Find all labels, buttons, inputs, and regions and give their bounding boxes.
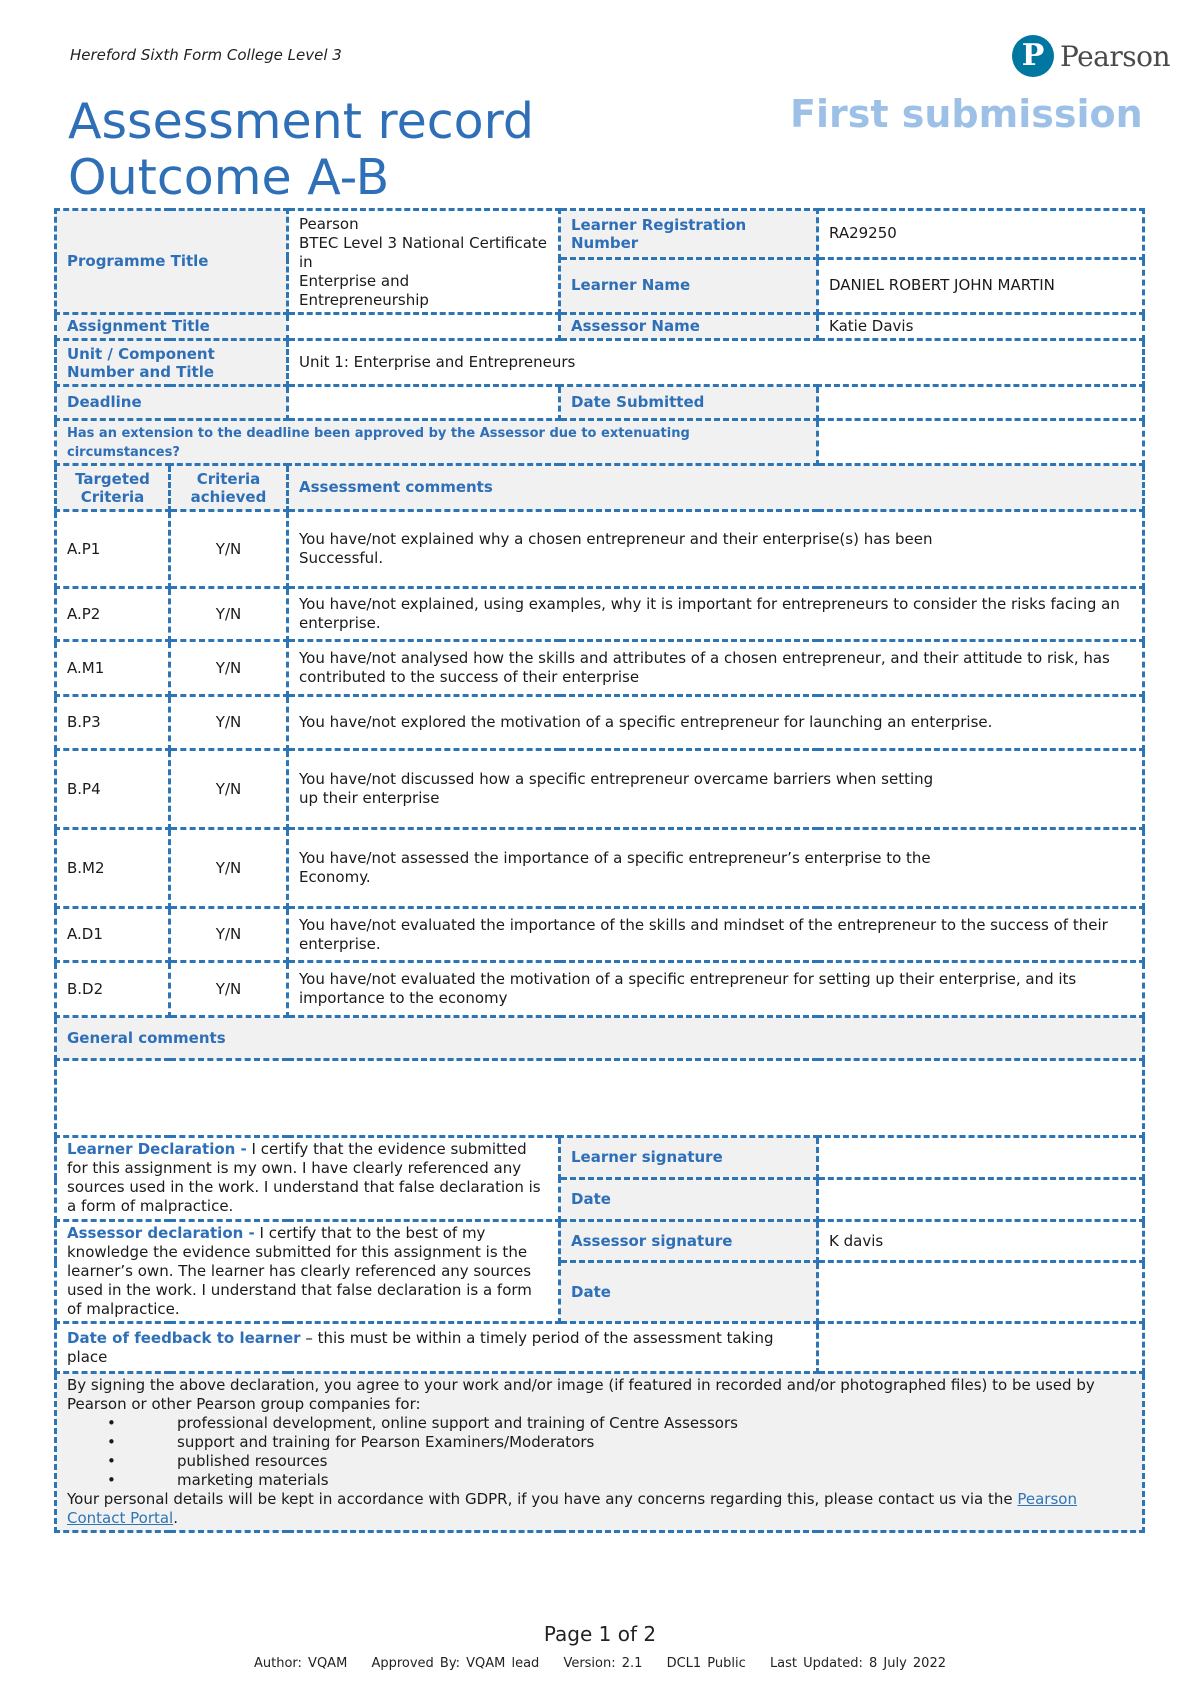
document-footer	[0, 1656, 1200, 1671]
date-submitted-value[interactable]	[818, 386, 1144, 420]
table-row	[56, 962, 1144, 1017]
criteria-code: A.M1	[56, 641, 170, 696]
assessment-comment[interactable]: You have/not explored the motivation of a specific entrepreneur for launching an enterprise.	[288, 696, 1144, 750]
list-item: • professional development, online support and training of Centre Assessors	[107, 1414, 738, 1432]
learner-declaration-text: I certify that the evidence submitted for this assignment is my own. I have clearly referenced any sources used in the work. I understand that false declaration is a form of malpractice.	[67, 1140, 541, 1215]
table-row	[56, 908, 1144, 962]
assessor-signature-label: Assessor signature	[560, 1221, 818, 1262]
assessor-signature-field[interactable]: K davis	[818, 1221, 1144, 1262]
footer-approved: Approved By: VQAM lead	[371, 1656, 540, 1671]
title-line-1: Assessment record	[68, 93, 535, 150]
learner-signature-label: Learner signature	[560, 1137, 818, 1179]
programme-title-value[interactable]: Pearson BTEC Level 3 National Certificate in Enterprise and Entrepreneurship	[288, 210, 560, 314]
gdpr-closing-text: Your personal details will be kept in accordance with GDPR, if you have any concerns regarding this, please contact us via the	[67, 1490, 1018, 1508]
gdpr-bullet-list	[67, 1414, 1132, 1490]
table-row	[56, 641, 1144, 696]
general-comments-label: General comments	[56, 1017, 1144, 1060]
deadline-value[interactable]	[288, 386, 560, 420]
learner-declaration	[56, 1137, 560, 1221]
assessment-comment[interactable]: You have/not analysed how the skills and attributes of a chosen entrepreneur, and their attitude to risk, has contributed to the success of their enterprise	[288, 641, 1144, 696]
criteria-achieved[interactable]: Y/N	[170, 588, 288, 641]
list-item: • published resources	[107, 1452, 328, 1470]
criteria-code: B.P4	[56, 750, 170, 829]
learner-date-label: Date	[560, 1179, 818, 1221]
footer-classification: DCL1 Public	[666, 1656, 746, 1671]
assessor-declaration-heading: Assessor declaration -	[67, 1224, 255, 1242]
table-row	[56, 511, 1144, 588]
assessment-comment[interactable]: You have/not discussed how a specific entrepreneur overcame barriers when setting up their enterprise	[288, 750, 1144, 829]
feedback-date-heading: Date of feedback to learner	[67, 1328, 301, 1347]
assessor-declaration-text: I certify that to the best of my knowledge the evidence submitted for this assignment is the learner’s own. The learner has clearly referenced any sources used in the work. I understand that false declaration is a form of malpractice.	[67, 1224, 532, 1318]
extension-question: Has an extension to the deadline been approved by the Assessor due to extenuating circumstances?	[67, 426, 690, 460]
assessment-comment[interactable]: You have/not explained, using examples, why it is important for entrepreneurs to consider the risks facing an enterprise.	[288, 588, 1144, 641]
criteria-code: A.P1	[56, 511, 170, 588]
table-row	[56, 588, 1144, 641]
unit-value[interactable]: Unit 1: Enterprise and Entrepreneurs	[288, 340, 1144, 386]
list-item: • support and training for Pearson Examiners/Moderators	[107, 1433, 595, 1451]
gdpr-intro: By signing the above declaration, you agree to your work and/or image (if featured in recorded and/or photographed files) to be used by Pearson or other Pearson group companies for:	[67, 1376, 1095, 1413]
criteria-achieved[interactable]: Y/N	[170, 908, 288, 962]
assessment-comment[interactable]: You have/not evaluated the motivation of a specific entrepreneur for setting up their enterprise, and its importance to the economy	[288, 962, 1144, 1017]
title-line-2: Outcome A-B	[68, 149, 390, 206]
page-title	[68, 94, 534, 206]
gdpr-notice	[56, 1373, 1144, 1532]
feedback-date-text: – this must be within a timely period of the assessment taking place	[67, 1328, 774, 1366]
page-number: Page 1 of 2	[543, 1622, 657, 1646]
learner-registration-value[interactable]: RA29250	[818, 210, 1144, 259]
learner-name-label: Learner Name	[560, 258, 818, 313]
gdpr-closing	[67, 1490, 1132, 1528]
assessment-comments-header: Assessment comments	[288, 465, 1144, 511]
criteria-achieved[interactable]: Y/N	[170, 641, 288, 696]
gdpr-closing-end: .	[173, 1509, 179, 1527]
assignment-title-label: Assignment Title	[56, 314, 288, 340]
assessor-date-field[interactable]	[818, 1262, 1144, 1323]
assessor-name-label: Assessor Name	[560, 314, 818, 340]
assignment-title-value[interactable]	[288, 314, 560, 340]
footer-updated: Last Updated: 8 July 2022	[769, 1656, 946, 1671]
deadline-label: Deadline	[56, 386, 288, 420]
assessor-date-label: Date	[560, 1262, 818, 1323]
unit-label: Unit / Component Number and Title	[56, 340, 288, 386]
criteria-achieved[interactable]: Y/N	[170, 511, 288, 588]
college-name: Hereford Sixth Form College Level 3	[70, 46, 342, 64]
learner-date-field[interactable]	[818, 1179, 1144, 1221]
list-item: • marketing materials	[107, 1471, 329, 1489]
learner-declaration-heading: Learner Declaration -	[67, 1140, 247, 1158]
pearson-logo	[1012, 34, 1170, 78]
learner-signature-field[interactable]	[818, 1137, 1144, 1179]
criteria-code: B.P3	[56, 696, 170, 750]
general-comments-field[interactable]	[56, 1060, 1144, 1137]
feedback-date-label	[56, 1323, 818, 1373]
date-submitted-label: Date Submitted	[560, 386, 818, 420]
criteria-code: B.M2	[56, 829, 170, 908]
feedback-date-field[interactable]	[818, 1323, 1144, 1373]
criteria-achieved[interactable]: Y/N	[170, 962, 288, 1017]
assessor-declaration	[56, 1221, 560, 1323]
gdpr-bullet-text: published resources	[177, 1452, 328, 1470]
criteria-code: B.D2	[56, 962, 170, 1017]
pearson-contact-portal-link[interactable]: Pearson Contact Portal	[67, 1490, 1077, 1527]
pearson-logo-text: Pearson	[1060, 39, 1170, 73]
criteria-achieved[interactable]: Y/N	[170, 750, 288, 829]
criteria-code: A.D1	[56, 908, 170, 962]
criteria-achieved[interactable]: Y/N	[170, 696, 288, 750]
criteria-achieved-header: Criteria achieved	[170, 465, 288, 511]
criteria-code: A.P2	[56, 588, 170, 641]
gdpr-bullet-text: marketing materials	[177, 1471, 329, 1489]
programme-title-label: Programme Title	[56, 210, 288, 314]
table-row	[56, 750, 1144, 829]
gdpr-bullet-text: support and training for Pearson Examiners/Moderators	[177, 1433, 595, 1451]
assessor-name-value[interactable]: Katie Davis	[818, 314, 1144, 340]
criteria-achieved[interactable]: Y/N	[170, 829, 288, 908]
assessment-form	[54, 208, 1145, 1533]
pearson-logo-icon: P	[1012, 35, 1054, 77]
table-row	[56, 829, 1144, 908]
extension-value[interactable]	[818, 420, 1144, 465]
footer-version: Version: 2.1	[563, 1656, 643, 1671]
table-row	[56, 696, 1144, 750]
learner-name-value[interactable]: DANIEL ROBERT JOHN MARTIN	[818, 258, 1144, 313]
assessment-comment[interactable]: You have/not assessed the importance of a specific entrepreneur’s enterprise to the Economy.	[288, 829, 1144, 908]
targeted-criteria-header: Targeted Criteria	[56, 465, 170, 511]
learner-registration-label: Learner Registration Number	[560, 210, 818, 259]
footer-author: Author: VQAM	[254, 1656, 348, 1671]
assessment-comment[interactable]: You have/not explained why a chosen entrepreneur and their enterprise(s) has been Successful.	[288, 511, 1144, 588]
assessment-comment[interactable]: You have/not evaluated the importance of the skills and mindset of the entrepreneur to the success of their enterprise.	[288, 908, 1144, 962]
submission-status: First submission	[790, 92, 1143, 136]
gdpr-bullet-text: professional development, online support and training of Centre Assessors	[177, 1414, 738, 1432]
